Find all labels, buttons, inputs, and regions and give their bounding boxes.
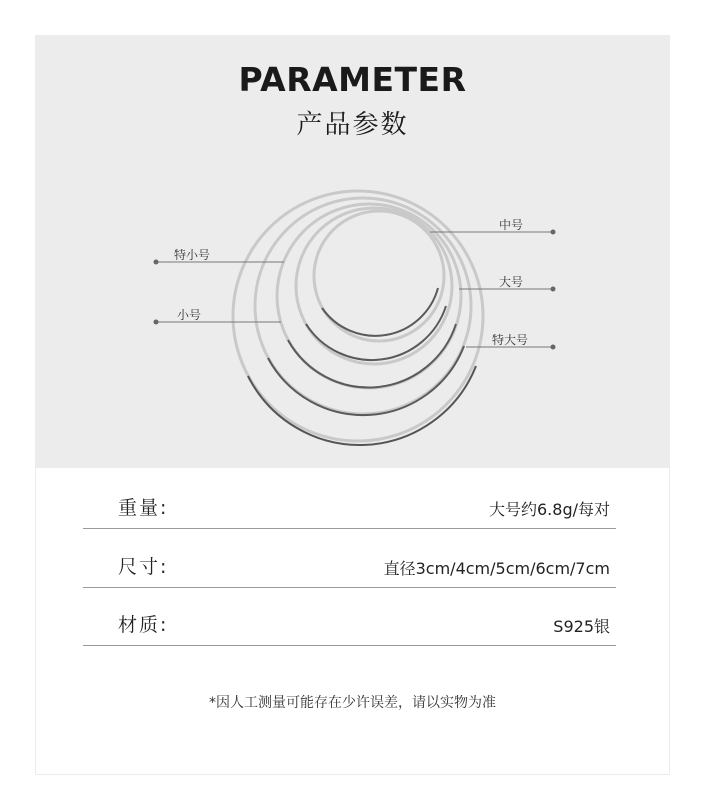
hoop-earrings-illustration xyxy=(36,36,669,468)
param-row-size xyxy=(83,547,616,588)
label-extra-small: 特小号 xyxy=(174,248,211,262)
label-medium: 中号 xyxy=(499,218,524,232)
title-chinese: 产品参数 xyxy=(296,110,409,140)
ring-large-shadow xyxy=(268,346,464,415)
param-value: S925银 xyxy=(553,617,610,636)
param-key: 尺寸: xyxy=(118,556,169,578)
label-extra-large: 特大号 xyxy=(492,333,529,347)
param-key: 材质: xyxy=(118,614,169,636)
param-row-material xyxy=(83,605,616,646)
param-value: 大号约6.8g/每对 xyxy=(489,500,610,519)
title-english: PARAMETER xyxy=(238,60,467,99)
ring-large xyxy=(255,198,471,414)
product-parameter-card xyxy=(36,36,669,774)
param-row-weight xyxy=(83,488,616,529)
label-large: 大号 xyxy=(499,275,524,289)
label-small: 小号 xyxy=(177,308,202,322)
measurement-disclaimer: *因人工测量可能存在少许误差，请以实物为准 xyxy=(209,695,496,711)
param-key: 重量: xyxy=(118,497,169,519)
param-value: 直径3cm/4cm/5cm/6cm/7cm xyxy=(383,559,610,578)
hero-panel xyxy=(36,36,669,468)
